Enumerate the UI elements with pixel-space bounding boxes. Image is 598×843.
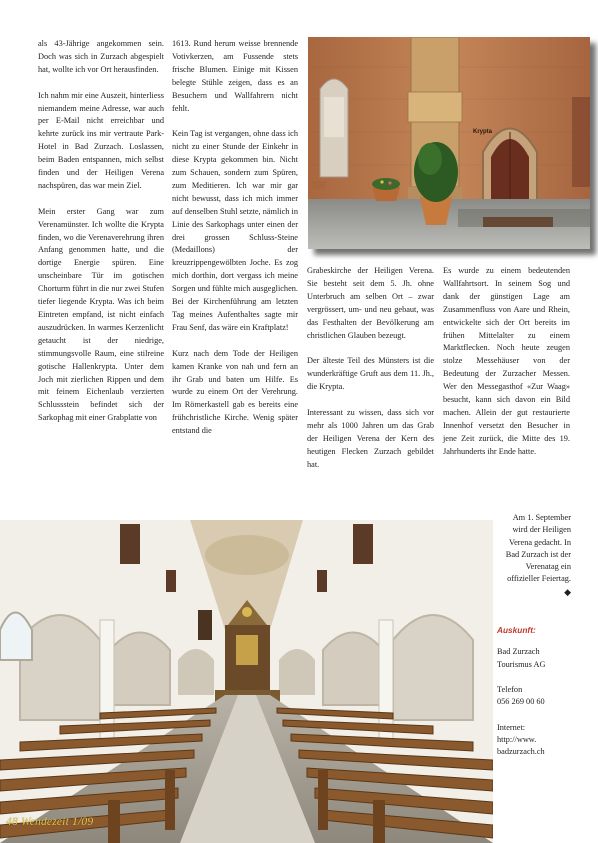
info-internet (497, 722, 571, 759)
info-phone (497, 684, 571, 709)
article-column-2 (172, 38, 298, 451)
paragraph: 1613. Rund herum weisse brennende Votivkerzen, am Fussende stets frische Blumen. Einige mit Kissen belegte Stühle zeigen, dass es an Besuchern und Wallfahrern nicht fehlt. (172, 39, 298, 113)
article-column-3 (307, 265, 434, 484)
krypta-sign: Krypta (473, 129, 493, 135)
paragraph: Interessant zu wissen, dass sich vor mehr als 1000 Jahren um das Grab der Heiligen Verena der Kern des heutigen Flecken Zurzach gebildet hat. (307, 407, 434, 469)
paragraph: Kurz nach dem Tode der Heiligen kamen Kranke von nah und fern an ihr Grab und baten um Hilfe. Es wurde zu einem Ort der Verehrung. Im Römerkastell gab es bereits eine frühchristliche Kirche. Wenig später entstand die (172, 348, 298, 436)
info-heading: Auskunft: (497, 625, 536, 636)
krypta-photo (308, 37, 590, 249)
page-footer: 48 Wendezeit 1/09 (6, 816, 94, 828)
paragraph: Der älteste Teil des Münsters ist die wunderkräftige Gruft aus dem 11. Jh., die Krypta. (307, 356, 434, 392)
church-interior-photo (0, 520, 493, 843)
photo-caption: Am 1. September wird der Heiligen Verena gedacht. In Bad Zurzach ist der Verenatag ein offizieller Feiertag. (505, 513, 571, 584)
phone-label: Telefon (497, 684, 523, 694)
internet-label: Internet: (497, 722, 526, 732)
paragraph: Kein Tag ist vergangen, ohne dass ich nicht zu einer Stunde der Einkehr in diese Krypta gekommen bin. Nicht zum Schauen, sondern zum Spüren, zum Meditieren. Ich war mir gar nicht bewusst, dass ich mich immer auf denselben Stuhl setzte, nämlich in Linie des Sarkophags unter einen der drei grossen Schluss-Steine (Medaillons) der kreuzrippengewölbten Joche. Es zog mich dorthin, dort vergass ich meine Sorgen und fühlte mich ausgeglichen. Bei der Kirchenführung am letzten Tag meines Aufenthaltes sagte mir Frau Senf, das wäre ein Kraftplatz! (172, 129, 298, 332)
website-link[interactable]: http://www. badzurzach.ch (497, 734, 545, 757)
church-interior-illustration (0, 520, 493, 843)
paragraph: Ich nahm mir eine Auszeit, hinterliess niemandem meine Adresse, war auch per E-Mail nicht erreichbar und kehrte zurück ins mir vertraute Park-Hotel in Bad Zurzach. Loslassen, beim Baden entspannen, mich selbst finden und der Heiligen Verena nachspüren, das war mein Ziel. (38, 90, 164, 190)
info-organization: Bad Zurzach Tourismus AG (497, 647, 546, 669)
paragraph: Mein erster Gang war zum Verenamünster. Ich wollte die Krypta finden, wo die Verenaverehrung ihren Anfang genommen hatte, und die dortige Energie spüren. Eine unscheinbare Tür im gotischen Chorturm führt in die nur zwei Stufen tiefer liegende Krypta. Was ich beim Eintreten empfand, ist nicht einfach auszudrücken. In warmes Kerzenlicht getaucht ist der niedrige, stimmungsvolle Raum, eine stilreine gotische Hallenkrypta. Unter dem Joch mit zierlichen Rippen und dem mit feinem Eichenlaub verzierten Schlussstein befindet sich der Sarkophag mit einer Grabplatte von (38, 206, 164, 423)
paragraph: als 43-Jährige angekommen sein. Doch was sich in Zurzach abgespielt hat, wollte ich vor Ort herausfinden. (38, 39, 164, 74)
phone-number[interactable]: 056 269 00 60 (497, 697, 545, 707)
paragraph: Grabeskirche der Heiligen Verena. Sie besteht seit dem 5. Jh. ohne Unterbruch am selben Ort – zwar vergrössert, um- und neu gebaut, was das Festhalten der Bevölkerung am christlichen Glauben bezeugt. (307, 266, 434, 340)
end-marker-icon: ◆ (564, 586, 571, 597)
info-sidebar (497, 512, 571, 771)
paragraph: Es wurde zu einem bedeutenden Wallfahrtsort. In seinem Sog und dank der günstigen Lage am Zusammenfluss von Aare und Rhein, entwickelte sich der Ort bereits im frühen Mittelalter zu einem Marktflecken. Noch heute zeugen stolze Messehäuser von der Bedeutung der Zurzacher Messen. Wer den Messegasthof «Zur Waag» besucht, kann sich davon ein Bild machen. Allein der gut restaurierte Innenhof versetzt den Besucher in jene Zeit zurück, die Mitte des 19. Jahrhunderts ihr Ende hatte. (443, 266, 570, 456)
article-column-4 (443, 265, 570, 471)
krypta-photo-illustration (308, 37, 590, 249)
article-column-1 (38, 38, 164, 438)
